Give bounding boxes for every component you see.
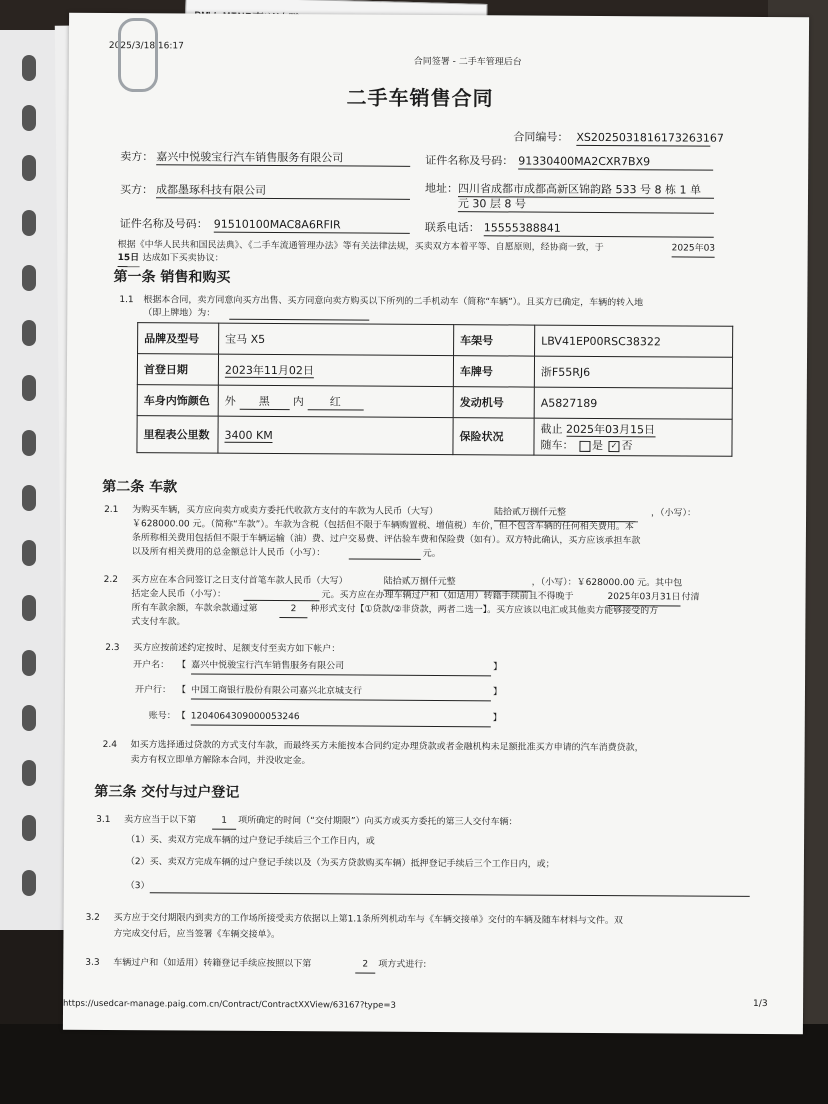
buyer-label: 买方： <box>119 183 154 197</box>
clause-3-1-opt2: （2）买、卖双方完成车辆的过户登记手续以及（为买方贷款购买车辆）抵押登记手续后三个工作日内，或； <box>125 857 555 870</box>
seller-name: 嘉兴中悦骏宝行汽车销售服务有限公司 <box>156 149 410 167</box>
seller-label: 卖方： <box>120 150 154 164</box>
color-int-prefix: 内 <box>292 394 304 408</box>
table-row <box>137 385 732 420</box>
table-row <box>137 354 732 389</box>
preamble-date-b: 15日 <box>118 251 140 267</box>
clause-2-4-num: 2.4 <box>102 739 117 751</box>
clause-2-1-l4b: 元。 <box>422 548 441 560</box>
article1-title: 第一条 销售和购买 <box>113 269 231 286</box>
total-amount-blank <box>349 546 421 559</box>
binder-hole <box>22 650 36 676</box>
color-ext-prefix: 外 <box>224 394 236 408</box>
clause-2-2-l3b: 种形式支付【①贷款/②非贷款，两者二选一】。买方应该以电汇或其他卖方能够接受的方 <box>310 604 659 617</box>
clause-3-1-a: 卖方应当于以下第 <box>124 815 197 826</box>
mileage-value: 3400 KM <box>224 428 273 442</box>
binder-hole <box>22 55 36 81</box>
contract-title: 二手车销售合同 <box>346 85 494 111</box>
clause-1-1-num: 1.1 <box>119 295 134 306</box>
registration-place-blank <box>229 306 369 321</box>
preamble-date-a: 2025年03 <box>672 241 715 257</box>
page-number: 1/3 <box>753 998 768 1010</box>
clause-2-2-upper: 陆拾贰万捌仟元整 <box>384 575 532 592</box>
acct-name-value: 嘉兴中悦骏宝行汽车销售服务有限公司 <box>191 659 491 677</box>
deposit-blank <box>244 588 320 601</box>
bracket-right: 】 <box>493 662 503 673</box>
buyer-id-label: 证件名称及号码： <box>119 217 208 231</box>
clause-2-2-l1b: ，（小写）：￥628000.00 元。其中包 <box>531 577 683 589</box>
binder-hole <box>22 375 36 401</box>
color-ext-value: 黑 <box>239 392 289 409</box>
acct-no-label: 账号： <box>148 711 176 722</box>
print-timestamp: 2025/3/18 16:17 <box>108 40 184 52</box>
brand-label: 品牌及型号 <box>138 323 219 354</box>
bracket-right: 】 <box>492 687 503 698</box>
plate-label: 车牌号 <box>453 356 534 387</box>
clause-3-3-num: 3.3 <box>85 957 100 968</box>
article3-title: 第三条 交付与过户登记 <box>94 783 240 801</box>
seller-id-label: 证件名称及号码： <box>425 153 514 168</box>
system-title: 合同签署 - 二手车管理后台 <box>413 56 522 68</box>
binder-hole <box>22 430 36 456</box>
bracket-right: 】 <box>492 713 502 724</box>
clause-2-2-l2b: 元。买方应在办理车辆过户和（如适用）转籍手续前且不得晚于 <box>321 590 574 602</box>
article2-title: 第二条 车款 <box>102 478 178 496</box>
binder-hole <box>22 705 36 731</box>
reg-date-value: 2023年11月02日 <box>224 363 314 378</box>
binder-hole <box>22 320 36 346</box>
vin-value: LBV41EP00RSC38322 <box>535 325 733 357</box>
clause-2-2-num: 2.2 <box>103 574 119 586</box>
bracket-left: 【 <box>177 660 187 671</box>
clause-2-2-l1a: 买方应在本合同签订之日支付首笔车款人民币（大写） <box>131 575 348 587</box>
bank-value: 中国工商银行股份有限公司嘉兴北京城支行 <box>191 684 491 702</box>
clause-3-1-opt1: （1）买、卖双方完成车辆的过户登记手续后三个工作日内，或 <box>126 835 375 847</box>
buyer-phone-value: 15555388841 <box>484 220 714 237</box>
acct-name-label: 开户名： <box>133 660 170 671</box>
acct-no-value: 1204064309000053246 <box>191 710 491 728</box>
desk-background-bottom <box>0 1024 828 1104</box>
engine-value: A5827189 <box>534 387 732 419</box>
clause-2-2-l2c: 付清 <box>681 592 700 603</box>
paper-clip-icon <box>118 18 158 92</box>
clause-2-2-l4: 式支付车款。 <box>131 617 186 628</box>
plate-value: 浙F55RJ6 <box>534 356 732 388</box>
contract-page <box>63 13 809 1035</box>
clause-2-1-l1b: ，（小写）： <box>651 508 697 519</box>
table-row <box>137 416 732 457</box>
color-int-value: 红 <box>307 393 363 410</box>
clause-3-2-l2: 方完成交付后，应当签署《车辆交接单》。 <box>113 929 281 941</box>
clause-3-1-opt3: （3） <box>125 881 150 892</box>
clause-3-1-b: 项所确定的时间（“交付期限”）向买方或买方委托的第三人交付车辆： <box>238 815 518 828</box>
insurance-until-value: 2025年03月15日 <box>566 422 656 437</box>
vin-label: 车架号 <box>454 325 535 356</box>
insurance-follow-label: 随车： <box>540 438 574 452</box>
preamble-line2: 达成如下买卖协议： <box>142 253 224 264</box>
checkbox-yes <box>579 440 590 451</box>
mileage-label: 里程表公里数 <box>137 416 218 453</box>
binder-hole <box>22 760 36 786</box>
clause-2-1-upper: 陆拾贰万捌仟元整 <box>494 505 638 522</box>
reg-date-label: 首登日期 <box>137 354 218 385</box>
clause-2-2-l2a: 括定金人民币（小写）： <box>131 589 227 600</box>
binder-hole <box>22 485 36 511</box>
clause-2-2-l3a: 所有车款余额，车款余款通过第 <box>131 603 258 614</box>
clause-2-1-l2: ￥628000.00 元。（简称“车款”）。车款为含税（包括但不限于车辆购置税、增值税）车价，但不包含车辆的任何相关费用。本 <box>131 519 634 533</box>
buyer-addr-line2: 元 30 层 8 号 <box>458 196 714 214</box>
binder-hole <box>22 815 36 841</box>
clause-3-1-num: 3.1 <box>96 814 111 826</box>
buyer-addr-label: 地址： <box>425 181 459 196</box>
binder-hole <box>22 595 36 621</box>
clause-3-2-l1: 买方应于交付期限内到卖方的工作场所接受卖方依据以上第1.1条所列机动车与《车辆交接单》交付的车辆及随车材料与文件。双 <box>113 913 623 927</box>
seller-id-value: 91330400MA2CXR7BX9 <box>518 153 713 170</box>
insurance-no-label: 否 <box>621 439 633 453</box>
binder-hole <box>22 105 36 131</box>
clause-3-2-num: 3.2 <box>85 912 100 923</box>
binder-hole <box>22 265 36 291</box>
buyer-addr-line1: 四川省成都市成都高新区锦韵路 533 号 8 栋 1 单 <box>458 181 714 199</box>
clause-2-1-l4: 以及所有相关费用的总金额总计人民币（小写）： <box>131 547 326 559</box>
binder-hole <box>22 870 36 896</box>
binder-hole <box>22 210 36 236</box>
table-row <box>138 323 733 358</box>
bracket-left: 【 <box>176 711 186 722</box>
clause-2-4-l1: 如买方选择通过贷款的方式支付车款，而最终买方未能按本合同约定办理贷款或者金融机构未足额批准买方申请的汽车消费贷款， <box>130 740 644 754</box>
insurance-yes-label: 是 <box>591 438 604 453</box>
clause-2-4-l2: 卖方有权立即单方解除本合同，并没收定金。 <box>130 755 311 767</box>
buyer-id-value: 91510100MAC8A6RFIR <box>214 217 410 234</box>
clause-2-1-l1a: 为购买车辆，买方应向卖方或卖方委托代收款方支付的车款为人民币（大写） <box>132 505 439 518</box>
option3-blank <box>150 879 750 897</box>
clause-1-1-line2: （即上牌地）为： <box>143 308 216 319</box>
preamble-line1: 根据《中华人民共和国民法典》、《二手车流通管理办法》等有关法律法规，买卖双方本着平等、自愿原则，经协商一致，于 <box>117 240 604 254</box>
bracket-left: 【 <box>176 685 187 696</box>
clause-2-1-l3: 条所称相关费用包括但不限于车辆运输（油）费、过户交易费、评估验车费和保险费（如有）。双方特此确认，买方应该承担车款 <box>131 533 641 547</box>
contract-no-label: 合同编号： <box>513 130 569 144</box>
bank-label: 开户行： <box>134 685 172 696</box>
contract-no-value: XS2025031816173263167 <box>576 130 724 145</box>
clause-3-1-choice: 1 <box>212 814 236 830</box>
clause-2-1-num: 2.1 <box>104 504 119 516</box>
color-label: 车身内饰颜色 <box>137 385 218 416</box>
engine-label: 发动机号 <box>453 387 534 418</box>
clause-2-3-num: 2.3 <box>105 642 120 654</box>
clause-3-3-a: 车辆过户和（如适用）转籍登记手续应按照以下第 <box>113 958 312 970</box>
checkbox-no: ✓ <box>608 441 619 452</box>
insurance-label: 保险状况 <box>453 418 534 455</box>
footer-url: https://usedcar-manage.paig.com.cn/Contract/ContractXXView/63167?type=3 <box>63 998 396 1011</box>
clause-1-1-line1: 根据本合同，卖方同意向买方出售、买方同意向卖方购买以下所列的二手机动车（简称“车辆”）。且买方已确定，车辆的转入地 <box>143 295 644 309</box>
clause-2-2-choice: 2 <box>279 602 307 618</box>
binder-hole <box>22 155 36 181</box>
clause-3-3-b: 项方式进行: <box>378 959 427 970</box>
clause-2-2-date: 2025年03月31日 <box>607 590 680 606</box>
buyer-name: 成都墨琢科技有限公司 <box>156 182 410 200</box>
insurance-until-label: 截止 <box>540 422 563 436</box>
clause-2-3-intro: 买方应按前述约定按时、足额支付至卖方如下帐户： <box>133 643 341 655</box>
clause-3-3-choice: 2 <box>355 958 375 974</box>
brand-value: 宝马 X5 <box>219 323 454 355</box>
buyer-phone-label: 联系电话： <box>424 220 480 235</box>
vehicle-info-table <box>136 322 733 457</box>
binder-hole <box>22 540 36 566</box>
